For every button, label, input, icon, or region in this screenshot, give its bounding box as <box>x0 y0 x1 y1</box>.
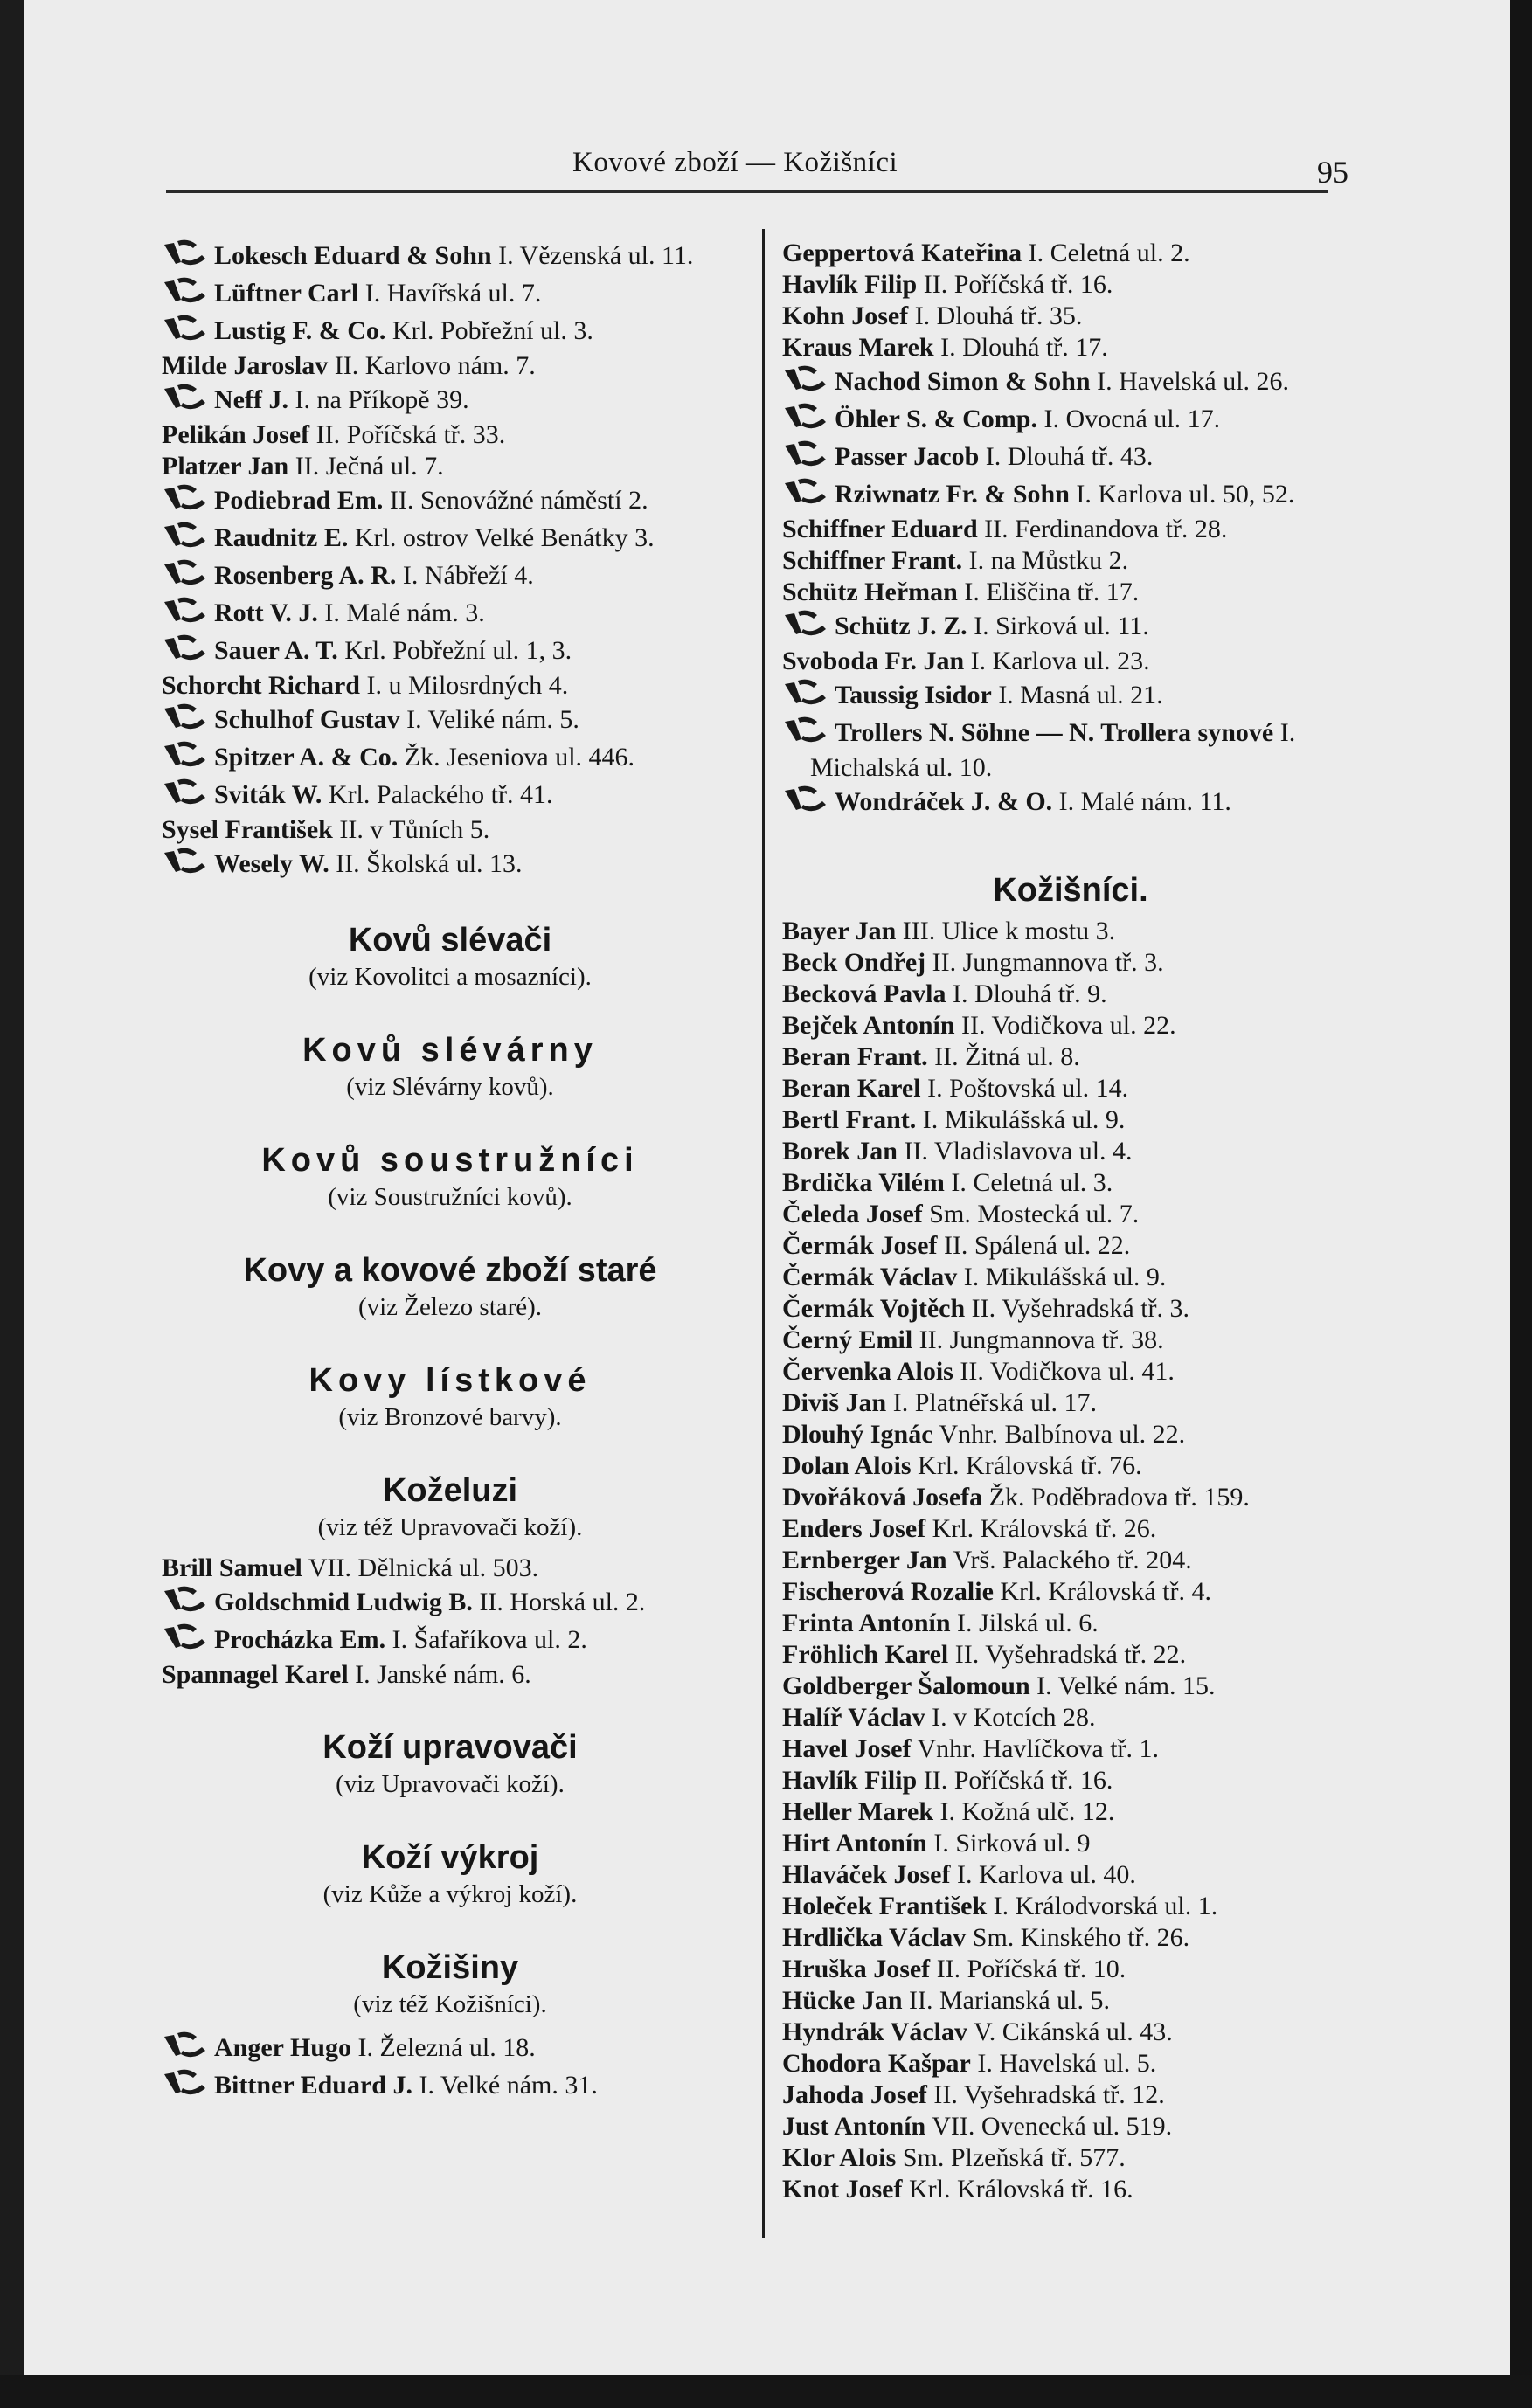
listing-entry <box>782 677 1359 715</box>
telephone-mark-icon <box>162 1622 214 1659</box>
listing-address: I. Karlova ul. 40. <box>956 1860 1136 1889</box>
listing-name: Brill Samuel <box>162 1553 302 1582</box>
listing-name: Passer Jacob <box>835 442 980 471</box>
listing-name: Havlík Filip <box>782 1766 918 1795</box>
scan-edge-left <box>0 0 24 2408</box>
listing-entry <box>782 1513 1359 1545</box>
listing-address: I. Dlouhá tř. 17. <box>940 333 1108 362</box>
telephone-mark-icon <box>162 482 214 520</box>
telephone-mark-icon <box>162 1584 214 1622</box>
listing-entry <box>162 1553 738 1584</box>
listing-address: I. Velké nám. 31. <box>419 2071 598 2100</box>
listing-name: Sauer A. T. <box>214 636 338 665</box>
section-heading: Kovy lístkové <box>308 1362 592 1399</box>
listing-entry <box>782 1450 1359 1482</box>
listing-address: I. u Milosrdných 4. <box>366 671 569 700</box>
listing-entry <box>782 301 1359 332</box>
listing-name: Bayer Jan <box>782 917 897 945</box>
listing-name: Ernberger Jan <box>782 1546 947 1574</box>
listing-entry <box>782 238 1359 269</box>
listing-name: Kohn Josef <box>782 301 909 330</box>
telephone-mark-icon <box>162 238 214 275</box>
listing-address: II. Horská ul. 2. <box>479 1588 646 1616</box>
telephone-mark-icon <box>162 739 214 777</box>
telephone-mark-icon <box>162 595 214 633</box>
section-cross-reference: (viz též Kožišníci). <box>353 1990 547 2018</box>
section-cross-reference: (viz Kůže a výkroj koží). <box>322 1880 578 1908</box>
listing-entry <box>782 2048 1359 2079</box>
listing-address: Krl. Královská tř. 26. <box>932 1514 1157 1543</box>
listing-address: Krl. Královská tř. 16. <box>909 2175 1133 2204</box>
section-heading: Kožišiny <box>381 1949 519 1986</box>
listing-name: Lustig F. & Co. <box>214 316 386 345</box>
listing-address: II. Jungmannova tř. 3. <box>932 948 1164 977</box>
listing-name: Havel Josef <box>782 1734 912 1763</box>
column-divider <box>762 229 765 2238</box>
listing-name: Beck Ondřej <box>782 948 926 977</box>
listing-address: II. Vyšehradská tř. 3. <box>971 1294 1190 1323</box>
listing-name: Dolan Alois <box>782 1451 912 1480</box>
listing-address: I. Karlova ul. 50, 52. <box>1076 480 1295 509</box>
listing-address: Krl. Královská tř. 76. <box>918 1451 1142 1480</box>
listing-address: II. Poříčská tř. 33. <box>315 420 506 449</box>
listing-address: Sm. Kinského tř. 26. <box>972 1923 1190 1952</box>
listing-name: Čeleda Josef <box>782 1200 923 1228</box>
listing-entry <box>782 1765 1359 1796</box>
listing-address: I. Celetná ul. 2. <box>1028 239 1190 267</box>
listing-entry <box>782 1104 1359 1136</box>
listing-address: Krl. Palackého tř. 41. <box>328 780 553 809</box>
listing-entry <box>162 846 738 883</box>
listing-name: Hücke Jan <box>782 1986 903 2015</box>
telephone-mark-icon <box>782 677 835 715</box>
listing-name: Svoboda Fr. Jan <box>782 647 965 675</box>
listing-address: I. Havelská ul. 26. <box>1097 367 1290 396</box>
listing-entry <box>162 557 738 595</box>
listing-entry <box>782 947 1359 979</box>
listing-entry <box>782 1387 1359 1419</box>
listing-entry <box>162 313 738 350</box>
listing-entry <box>782 1796 1359 1828</box>
listing-address: I. Eliščina tř. 17. <box>964 578 1140 606</box>
section-heading-kozisnici: Kožišníci. <box>993 872 1148 909</box>
listing-entry <box>782 577 1359 608</box>
listing-name: Sysel František <box>162 815 333 844</box>
listing-address: I. Dlouhá tř. 43. <box>985 442 1154 471</box>
listing-address: I. Malé nám. 3. <box>324 599 485 627</box>
listing-address: I. Karlova ul. 23. <box>970 647 1150 675</box>
listing-address: I. Jilská ul. 6. <box>957 1609 1099 1637</box>
listing-address: II. Poříčská tř. 16. <box>923 270 1113 299</box>
listing-entry <box>162 419 738 451</box>
listing-address: Vnhr. Balbínova ul. 22. <box>939 1420 1186 1449</box>
listing-address: I. Vězenská ul. 11. <box>498 241 694 270</box>
listing-entry <box>782 476 1359 514</box>
listing-name: Platzer Jan <box>162 452 289 481</box>
listing-entry <box>162 275 738 313</box>
listing-entry <box>162 238 738 275</box>
section-heading: Kovy a kovové zboží staré <box>243 1252 657 1289</box>
listing-entry <box>782 1671 1359 1702</box>
telephone-mark-icon <box>782 608 835 646</box>
listing-address: I. Ovocná ul. 17. <box>1043 405 1221 433</box>
listing-entry <box>782 1828 1359 1859</box>
listing-address: II. Spálená ul. 22. <box>943 1231 1131 1260</box>
listing-address: I. Dlouhá tř. 9. <box>953 979 1107 1008</box>
listing-address: I. Celetná ul. 3. <box>951 1168 1113 1197</box>
listing-entry <box>782 2142 1359 2174</box>
listing-address: II. Vladislavova ul. 4. <box>904 1137 1133 1166</box>
section-heading: Kovů slévači <box>348 922 552 958</box>
listing-name: Goldschmid Ludwig B. <box>214 1588 473 1616</box>
listing-entry <box>782 332 1359 363</box>
listing-address: I. Platnéřská ul. 17. <box>892 1388 1097 1417</box>
section-cross-reference: (viz Kovolitci a mosazníci). <box>308 963 592 991</box>
listing-name: Frinta Antonín <box>782 1609 951 1637</box>
listing-entry <box>782 1073 1359 1104</box>
listing-entry <box>162 1622 738 1659</box>
listing-name: Hyndrák Václav <box>782 2017 967 2046</box>
listing-address: I. Janské nám. 6. <box>355 1660 531 1689</box>
listing-address: Žk. Jeseniova ul. 446. <box>404 743 635 772</box>
listing-entry <box>782 979 1359 1010</box>
listing-entry <box>162 2030 738 2067</box>
listing-entry <box>782 1167 1359 1199</box>
listing-name: Podiebrad Em. <box>214 486 384 515</box>
listing-address: Krl. Královská tř. 4. <box>1000 1577 1212 1606</box>
listing-name: Kraus Marek <box>782 333 934 362</box>
listing-entry <box>782 1859 1359 1891</box>
listing-entry <box>782 1136 1359 1167</box>
listing-name: Schütz Heřman <box>782 578 958 606</box>
section-cross-reference: (viz Železo staré). <box>357 1293 543 1321</box>
page-header <box>162 147 1348 190</box>
listing-entry <box>782 401 1359 439</box>
listing-entry <box>782 2111 1359 2142</box>
telephone-mark-icon <box>162 633 214 670</box>
listing-address: Krl. ostrov Velké Benátky 3. <box>354 523 655 552</box>
section-cross-reference: (viz Soustružníci kovů). <box>328 1183 572 1211</box>
listing-address: Krl. Pobřežní ul. 3. <box>392 316 593 345</box>
listing-entry <box>782 608 1359 646</box>
listing-address: I. Sirková ul. 9 <box>933 1829 1091 1858</box>
listing-address: I. Masná ul. 21. <box>998 681 1163 709</box>
listing-name: Geppertová Kateřina <box>782 239 1022 267</box>
listing-entry <box>782 439 1359 476</box>
listing-entry <box>782 363 1359 401</box>
listing-name: Čermák Josef <box>782 1231 938 1260</box>
listing-entry <box>782 1608 1359 1639</box>
listing-address: II. Vyšehradská tř. 12. <box>933 2080 1165 2109</box>
section-heading: Kovů soustružníci <box>261 1142 639 1179</box>
listing-address: II. Marianská ul. 5. <box>909 1986 1110 2015</box>
listing-name: Fischerová Rozalie <box>782 1577 994 1606</box>
section-cross-reference: (viz Slévárny kovů). <box>346 1073 554 1101</box>
section-cross-reference: (viz Bronzové barvy). <box>338 1403 562 1431</box>
listing-address: I. na Můstku 2. <box>968 546 1129 575</box>
listing-entry <box>782 514 1359 545</box>
listing-entry <box>162 633 738 670</box>
listing-entry <box>782 545 1359 577</box>
listing-name: Hirt Antonín <box>782 1829 927 1858</box>
listing-address: II. Jungmannova tř. 38. <box>919 1325 1164 1354</box>
listing-name: Spitzer A. & Co. <box>214 743 399 772</box>
listing-entry <box>782 1576 1359 1608</box>
listing-entry <box>782 1010 1359 1041</box>
listing-name: Schorcht Richard <box>162 671 360 700</box>
listing-entry <box>782 1954 1359 1985</box>
listing-address: I. Havelská ul. 5. <box>977 2049 1157 2078</box>
listing-address: I. Veliké nám. 5. <box>406 705 579 734</box>
listing-entry <box>782 1419 1359 1450</box>
listing-address: I. Kožná ulč. 12. <box>939 1797 1115 1826</box>
listing-name: Wesely W. <box>214 849 329 878</box>
listing-name: Schütz J. Z. <box>835 612 967 640</box>
listing-address: II. Karlovo nám. 7. <box>334 351 536 380</box>
listing-address: II. Poříčská tř. 10. <box>936 1955 1126 1983</box>
listing-name: Čermák Vojtěch <box>782 1294 966 1323</box>
listing-address: II. Poříčská tř. 16. <box>923 1766 1113 1795</box>
listing-entry <box>782 2174 1359 2205</box>
listing-address: II. Žitná ul. 8. <box>934 1042 1080 1071</box>
listing-name: Schulhof Gustav <box>214 705 400 734</box>
listing-name: Lokesch Eduard & Sohn <box>214 241 492 270</box>
listing-name: Chodora Kašpar <box>782 2049 971 2078</box>
listing-address: I. Železná ul. 18. <box>357 2033 536 2062</box>
listing-name: Schiffner Frant. <box>782 546 963 575</box>
scan-edge-bottom <box>0 2375 1532 2408</box>
listing-name: Bejček Antonín <box>782 1011 955 1040</box>
listing-name: Goldberger Šalomoun <box>782 1671 1030 1700</box>
listing-entry <box>782 1733 1359 1765</box>
listing-name: Hlaváček Josef <box>782 1860 951 1889</box>
section-heading: Koží upravovači <box>322 1729 578 1766</box>
listing-entry <box>162 670 738 702</box>
listing-address: I. Šafaříkova ul. 2. <box>392 1625 587 1654</box>
listing-entry <box>782 1262 1359 1293</box>
listing-entry <box>782 1325 1359 1356</box>
listing-name: Pelikán Josef <box>162 420 310 449</box>
listing-name: Beran Karel <box>782 1074 921 1103</box>
scan-edge-right <box>1510 0 1532 2408</box>
listing-address: I. Velké nám. 15. <box>1036 1671 1216 1700</box>
telephone-mark-icon <box>162 520 214 557</box>
telephone-mark-icon <box>162 275 214 313</box>
listing-entry <box>782 715 1359 784</box>
listing-address: II. Ferdinandova tř. 28. <box>984 515 1228 543</box>
listing-entry <box>782 1356 1359 1387</box>
listing-name: Knot Josef <box>782 2175 903 2204</box>
listing-entry <box>162 520 738 557</box>
listing-entry <box>162 1659 738 1691</box>
listing-address: V. Cikánská ul. 43. <box>973 2017 1173 2046</box>
listing-name: Enders Josef <box>782 1514 926 1543</box>
listing-entry <box>782 2017 1359 2048</box>
listing-address: II. Ječná ul. 7. <box>295 452 444 481</box>
listing-address: Vnhr. Havlíčkova tř. 1. <box>917 1734 1160 1763</box>
section-heading: Koží výkroj <box>361 1839 539 1876</box>
listing-address: I. v Kotcích 28. <box>932 1703 1096 1732</box>
listing-name: Lüftner Carl <box>214 279 359 308</box>
listing-name: Wondráček J. & O. <box>835 787 1053 816</box>
listing-entry <box>782 646 1359 677</box>
listing-name: Neff J. <box>214 385 288 414</box>
listing-name: Beran Frant. <box>782 1042 928 1071</box>
listing-entry <box>782 916 1359 947</box>
telephone-mark-icon <box>162 557 214 595</box>
listing-address: I. Michalská ul. 10. <box>810 718 1296 782</box>
telephone-mark-icon <box>162 846 214 883</box>
section-heading: Kovů slévárny <box>302 1032 598 1069</box>
listing-address: II. Vodičkova ul. 41. <box>960 1357 1175 1386</box>
listing-name: Hruška Josef <box>782 1955 931 1983</box>
listing-name: Dlouhý Ignác <box>782 1420 933 1449</box>
listing-address: Krl. Pobřežní ul. 1, 3. <box>344 636 572 665</box>
listing-name: Raudnitz E. <box>214 523 349 552</box>
listing-address: II. Školská ul. 13. <box>336 849 523 878</box>
listing-name: Heller Marek <box>782 1797 933 1826</box>
running-head: Kovové zboží — Kožišníci <box>572 147 898 178</box>
telephone-mark-icon <box>162 777 214 814</box>
listing-name: Nachod Simon & Sohn <box>835 367 1091 396</box>
listing-name: Holeček František <box>782 1892 988 1920</box>
listing-name: Čermák Václav <box>782 1263 958 1291</box>
telephone-mark-icon <box>782 476 835 514</box>
listing-entry <box>782 1482 1359 1513</box>
telephone-mark-icon <box>162 2067 214 2105</box>
listing-entry <box>782 1545 1359 1576</box>
listing-entry <box>782 1639 1359 1671</box>
listing-address: I. na Příkopě 39. <box>295 385 469 414</box>
listing-name: Jahoda Josef <box>782 2080 927 2109</box>
listing-name: Just Antonín <box>782 2112 926 2141</box>
listing-address: I. Králodvorská ul. 1. <box>993 1892 1218 1920</box>
listing-address: I. Havířská ul. 7. <box>364 279 542 308</box>
listing-name: Fröhlich Karel <box>782 1640 949 1669</box>
listing-entry <box>782 1041 1359 1073</box>
listing-address: Sm. Mostecká ul. 7. <box>929 1200 1140 1228</box>
telephone-mark-icon <box>162 313 214 350</box>
listing-name: Becková Pavla <box>782 979 946 1008</box>
section-cross-reference: (viz též Upravovači koží). <box>317 1513 583 1541</box>
right-column <box>782 238 1359 2205</box>
listing-name: Rziwnatz Fr. & Sohn <box>835 480 1070 509</box>
listing-entry <box>162 777 738 814</box>
listing-name: Červenka Alois <box>782 1357 953 1386</box>
listing-address: Žk. Poděbradova tř. 159. <box>988 1483 1250 1512</box>
listing-name: Anger Hugo <box>214 2033 351 2062</box>
listing-name: Procházka Em. <box>214 1625 386 1654</box>
listing-address: II. Vyšehradská tř. 22. <box>954 1640 1187 1669</box>
listing-name: Bittner Eduard J. <box>214 2071 412 2100</box>
listing-address: VII. Dělnická ul. 503. <box>308 1553 539 1582</box>
listing-address: I. Dlouhá tř. 35. <box>914 301 1083 330</box>
listing-entry <box>782 784 1359 821</box>
listing-entry <box>782 1702 1359 1733</box>
listing-entry <box>782 1199 1359 1230</box>
listing-name: Dvořáková Josefa <box>782 1483 983 1512</box>
listing-name: Brdička Vilém <box>782 1168 945 1197</box>
listing-address: I. Malé nám. 11. <box>1058 787 1231 816</box>
listing-entry <box>782 1293 1359 1325</box>
listing-address: I. Mikulášská ul. 9. <box>963 1263 1167 1291</box>
listing-entry <box>782 269 1359 301</box>
listing-name: Havlík Filip <box>782 270 918 299</box>
listing-name: Diviš Jan <box>782 1388 887 1417</box>
listing-address: II. v Tůních 5. <box>339 815 490 844</box>
listing-entry <box>162 1584 738 1622</box>
listing-name: Trollers N. Söhne — N. Trollera synové <box>835 718 1274 747</box>
listing-entry <box>782 1985 1359 2017</box>
listing-name: Öhler S. & Comp. <box>835 405 1037 433</box>
listing-address: I. Poštovská ul. 14. <box>927 1074 1129 1103</box>
header-rule <box>166 190 1328 193</box>
listing-entry <box>782 2079 1359 2111</box>
listing-name: Milde Jaroslav <box>162 351 329 380</box>
listing-name: Bertl Frant. <box>782 1105 917 1134</box>
listing-name: Sviták W. <box>214 780 322 809</box>
listing-address: I. Nábřeží 4. <box>402 561 534 590</box>
listing-address: II. Vodičkova ul. 22. <box>961 1011 1176 1040</box>
listing-entry <box>782 1230 1359 1262</box>
listing-entry <box>162 2067 738 2105</box>
listing-entry <box>162 350 738 382</box>
listing-name: Hrdlička Václav <box>782 1923 967 1952</box>
listing-name: Klor Alois <box>782 2143 897 2172</box>
listing-name: Černý Emil <box>782 1325 913 1354</box>
listing-name: Schiffner Eduard <box>782 515 978 543</box>
telephone-mark-icon <box>162 2030 214 2067</box>
listing-address: I. Mikulášská ul. 9. <box>922 1105 1126 1134</box>
listing-address: VII. Ovenecká ul. 519. <box>932 2112 1173 2141</box>
listing-entry <box>162 814 738 846</box>
listing-entry <box>162 382 738 419</box>
listing-address: II. Senovážné náměstí 2. <box>389 486 648 515</box>
listing-entry <box>162 595 738 633</box>
section-cross-reference: (viz Upravovači koží). <box>336 1770 565 1798</box>
listing-name: Borek Jan <box>782 1137 898 1166</box>
listing-address: Vrš. Palackého tř. 204. <box>953 1546 1192 1574</box>
telephone-mark-icon <box>162 382 214 419</box>
listing-address: Sm. Plzeňská tř. 577. <box>902 2143 1126 2172</box>
listing-address: I. Sirková ul. 11. <box>974 612 1149 640</box>
listing-name: Spannagel Karel <box>162 1660 349 1689</box>
telephone-mark-icon <box>782 784 835 821</box>
telephone-mark-icon <box>782 439 835 476</box>
page-number: 95 <box>1317 155 1348 190</box>
telephone-mark-icon <box>162 702 214 739</box>
left-column <box>162 238 738 2105</box>
listing-entry <box>162 482 738 520</box>
listing-name: Taussig Isidor <box>835 681 992 709</box>
telephone-mark-icon <box>782 363 835 401</box>
telephone-mark-icon <box>782 715 835 752</box>
listing-entry <box>162 702 738 739</box>
listing-address: III. Ulice k mostu 3. <box>902 917 1116 945</box>
listing-name: Rosenberg A. R. <box>214 561 397 590</box>
listing-entry <box>162 451 738 482</box>
listing-entry <box>162 739 738 777</box>
listing-entry <box>782 1891 1359 1922</box>
telephone-mark-icon <box>782 401 835 439</box>
listing-entry <box>782 1922 1359 1954</box>
listing-name: Halíř Václav <box>782 1703 925 1732</box>
listing-name: Rott V. J. <box>214 599 318 627</box>
section-heading: Koželuzi <box>382 1472 518 1509</box>
